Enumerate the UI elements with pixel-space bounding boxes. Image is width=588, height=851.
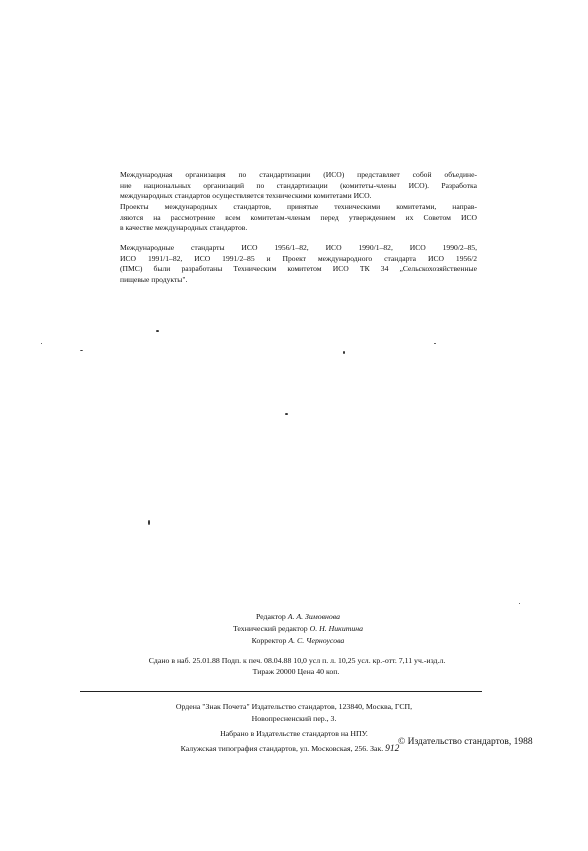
- corrector-label: Корректор: [251, 636, 287, 645]
- text-line: Проекты международных стандартов, принятые техническими комитетами, направ-: [120, 202, 477, 211]
- print-info-line: Сдано в наб. 25.01.88 Подп. к печ. 08.04.88 10,0 усл п. л. 10,25 усл. кр.-отт. 7,11 уч.-изд.л.: [148, 656, 446, 665]
- tech-editor-credit: [4, 624, 588, 634]
- text-line: (ПМС) были разработаны Техническим комитетом ИСО ТК 34 „Сельскохозяйственные: [120, 264, 477, 274]
- scan-speck: [156, 330, 159, 332]
- scan-speck: [148, 520, 150, 525]
- printing-house-text: Калужская типография стандартов, ул. Московская, 256. Зак.: [180, 744, 384, 753]
- text-line: ИСО 1991/1–82, ИСО 1991/2–85 и Проект международного стандарта ИСО 1956/2: [120, 253, 477, 263]
- text-line: пищевые продукты".: [120, 274, 188, 284]
- scan-speck: [80, 350, 83, 351]
- paragraph-iso-intro: [120, 170, 477, 202]
- scan-speck: [434, 343, 436, 344]
- corrector-credit: [4, 636, 588, 646]
- tech-editor-label: Технический редактор: [232, 624, 308, 633]
- text-line: ляются на рассмотрение всем комитетам-членам перед утверждением их Советом ИСО: [120, 212, 477, 222]
- corrector-name: А. С. Черноусова: [288, 636, 345, 645]
- scan-speck: [41, 343, 42, 344]
- scan-speck: [285, 413, 288, 415]
- circulation-price-line: Тираж 20000 Цена 40 коп.: [252, 667, 340, 676]
- divider-rule: [80, 691, 482, 692]
- text-line: Международные стандарты ИСО 1956/1–82, ИСО 1990/1–82, ИСО 1990/2–85,: [120, 243, 477, 252]
- typesetting-line: Набрано в Издательстве стандартов на НПУ.: [220, 729, 368, 738]
- text-line: Международная организация по стандартизации (ИСО) представляет собой объедине-: [120, 170, 477, 179]
- publisher-address-line: Новопресненский пер., 3.: [251, 714, 337, 723]
- editor-credit: [4, 612, 588, 622]
- editor-name: А. А. Зимовнова: [287, 612, 341, 621]
- paragraph-iso-standards-list: [120, 243, 477, 285]
- scan-speck: [519, 603, 520, 604]
- tech-editor-name: О. Н. Никитина: [309, 624, 364, 633]
- order-number: 912: [385, 744, 400, 754]
- paragraph-iso-drafts: [120, 202, 477, 234]
- text-line: ние национальных организаций по стандартизации (комитеты-члены ИСО). Разработка: [120, 180, 477, 190]
- text-line: международных стандартов осуществляется техническими комитетами ИСО.: [120, 191, 372, 201]
- copyright-notice: © Издательство стандартов, 1988: [398, 737, 533, 747]
- text-line: в качестве международных стандартов.: [120, 223, 248, 233]
- scan-speck: [343, 351, 345, 354]
- publisher-line: Ордена "Знак Почета" Издательство стандартов, 123840, Москва, ГСП,: [175, 702, 413, 711]
- editor-label: Редактор: [255, 612, 286, 621]
